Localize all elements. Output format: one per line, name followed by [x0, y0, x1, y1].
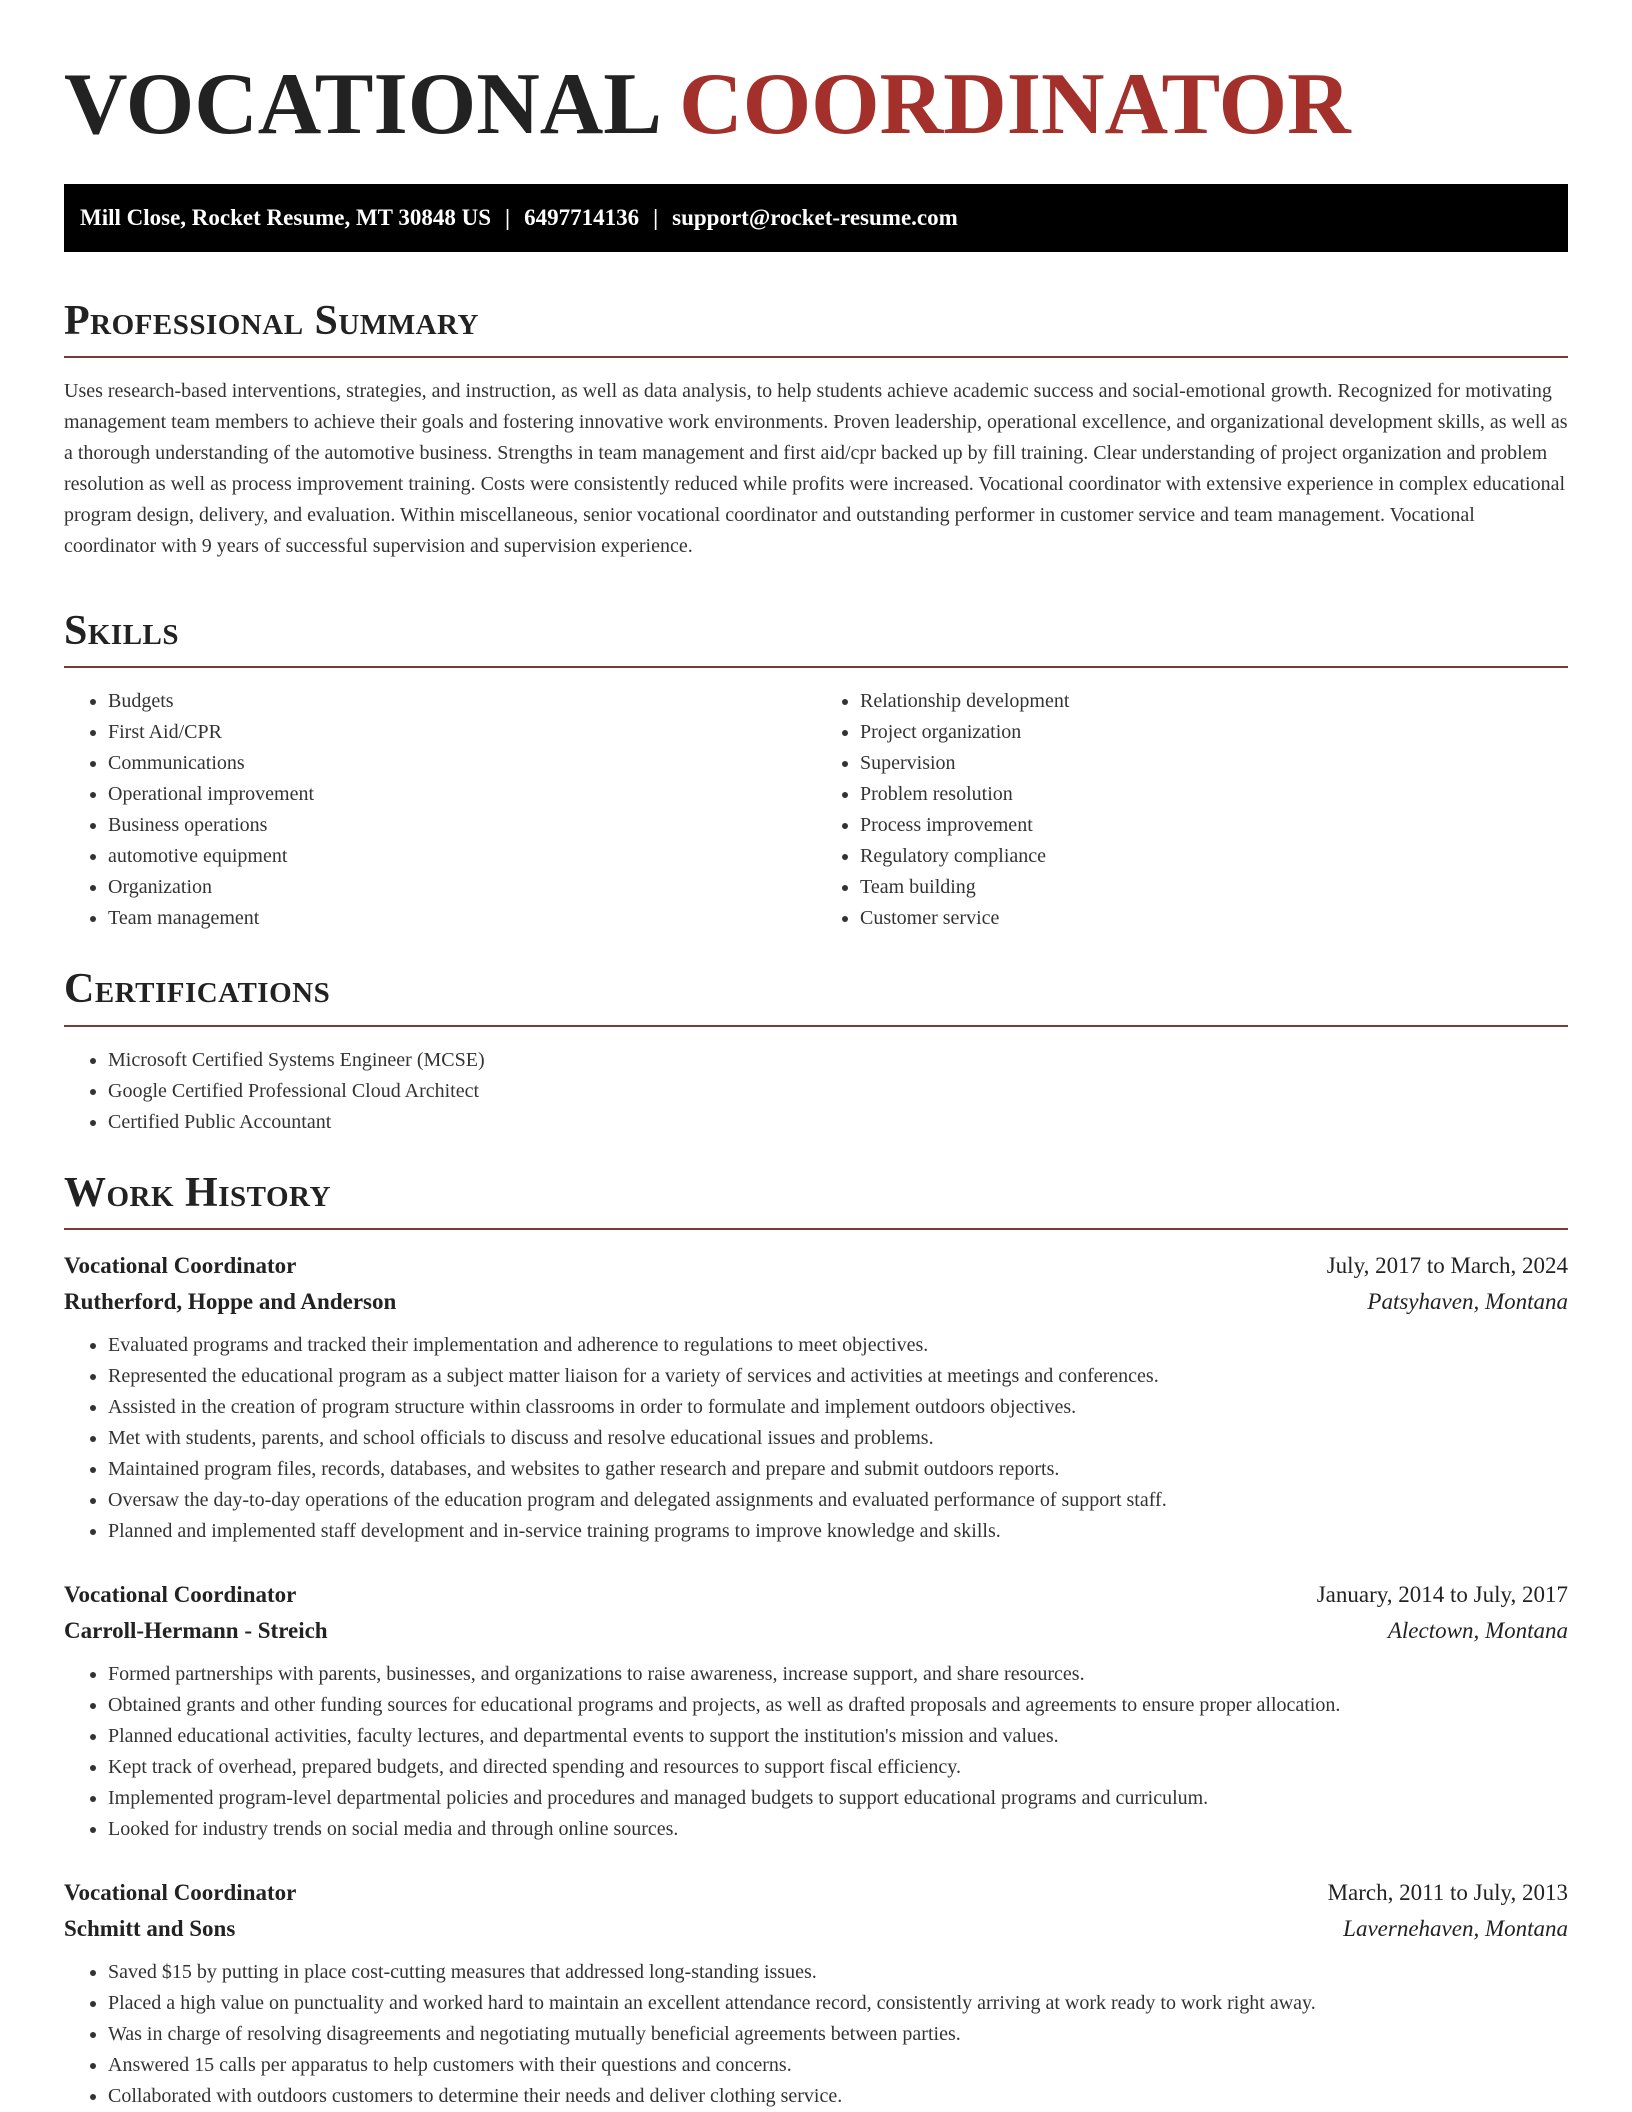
contact-bar [64, 184, 1568, 252]
contact-address: Mill Close, Rocket Resume, MT 30848 US [80, 204, 491, 230]
skill-item: • Project organization [860, 717, 1568, 748]
name-last: COORDINATOR [679, 56, 1351, 153]
skill-item: • Budgets [108, 686, 816, 717]
job-entry [64, 1577, 1568, 1845]
skill-item: • Customer service [860, 903, 1568, 934]
skill-item: • automotive equipment [108, 841, 816, 872]
job-duty: • Kept track of overhead, prepared budgets, and directed spending and resources to support fiscal efficiency. [108, 1752, 1568, 1783]
skill-item: • Problem resolution [860, 779, 1568, 810]
job-location: Lavernehaven, Montana [1343, 1916, 1568, 1942]
skill-item: • Process improvement [860, 810, 1568, 841]
skill-item: • Business operations [108, 810, 816, 841]
job-duty: • Oversaw the day-to-day operations of the education program and delegated assignments and evaluated performance of support staff. [108, 1485, 1568, 1516]
job-company-row [64, 1911, 1568, 1947]
job-title: Vocational Coordinator [64, 1880, 297, 1906]
skill-item: • Organization [108, 872, 816, 903]
certification-item: • Microsoft Certified Systems Engineer (MCSE) [108, 1045, 1568, 1076]
job-header-row [64, 1875, 1568, 1911]
job-duty: • Saved $15 by putting in place cost-cutting measures that addressed long-standing issues. [108, 1957, 1568, 1988]
job-duty: • Met with students, parents, and school officials to discuss and resolve educational issues and problems. [108, 1423, 1568, 1454]
job-duties-list [64, 1957, 1568, 2112]
skill-item: • Relationship development [860, 686, 1568, 717]
job-title: Vocational Coordinator [64, 1253, 297, 1279]
certification-item: • Certified Public Accountant [108, 1107, 1568, 1138]
job-duty: • Implemented program-level departmental policies and procedures and managed budgets to support educational programs and curriculum. [108, 1783, 1568, 1814]
job-duties-list [64, 1330, 1568, 1547]
work-history-title: Work History [64, 1169, 331, 1216]
contact-separator: | [653, 204, 659, 230]
job-duty: • Collaborated with outdoors customers to determine their needs and deliver clothing service. [108, 2081, 1568, 2112]
skills-list-left [64, 686, 816, 934]
job-duty: • Planned educational activities, faculty lectures, and departmental events to support the institution's mission and values. [108, 1721, 1568, 1752]
certifications-list [64, 1045, 1568, 1138]
skill-item: • First Aid/CPR [108, 717, 816, 748]
candidate-name [64, 52, 1568, 158]
job-duty: • Formed partnerships with parents, businesses, and organizations to raise awareness, increase support, and share resources. [108, 1659, 1568, 1690]
summary-title: Professional Summary [64, 297, 479, 344]
job-company-row [64, 1613, 1568, 1649]
contact-separator: | [504, 204, 511, 230]
job-entry [64, 1248, 1568, 1547]
summary-text: Uses research-based interventions, strategies, and instruction, as well as data analysis, to help students achieve academic success and social-emotional growth. Recognized for motivating management team members to achieve their goals and fostering innovative work environments. Proven leadership, operational excellence, and organizational development skills, as well as a thorough understanding of the automotive business. Strengths in team management and first aid/cpr backed up by fill training. Clear understanding of project organization and problem resolution as well as process improvement training. Costs were consistently reduced while profits were increased. Vocational coordinator with extensive experience in complex educational program design, delivery, and evaluation. Within miscellaneous, senior vocational coordinator and outstanding performer in customer service and team management. Vocational coordinator with 9 years of successful supervision and supervision experience. [64, 379, 1568, 557]
name-first: VOCATIONAL [64, 56, 658, 153]
skill-item: • Team building [860, 872, 1568, 903]
job-dates: January, 2014 to July, 2017 [1316, 1582, 1568, 1608]
skill-item: • Operational improvement [108, 779, 816, 810]
section-divider [64, 1228, 1568, 1230]
job-company: Carroll-Hermann - Streich [64, 1618, 328, 1644]
job-dates: July, 2017 to March, 2024 [1326, 1253, 1568, 1279]
job-duty: • Obtained grants and other funding sources for educational programs and projects, as well as drafted proposals and agreements to ensure proper allocation. [108, 1690, 1568, 1721]
skills-title: Skills [64, 607, 180, 654]
certifications-title: Certifications [64, 966, 331, 1013]
job-duty: • Planned and implemented staff development and in-service training programs to improve knowledge and skills. [108, 1516, 1568, 1547]
job-company: Schmitt and Sons [64, 1916, 236, 1942]
job-duty: • Looked for industry trends on social media and through online sources. [108, 1814, 1568, 1845]
job-title: Vocational Coordinator [64, 1582, 297, 1608]
certification-item: • Google Certified Professional Cloud Architect [108, 1076, 1568, 1107]
skill-item: • Supervision [860, 748, 1568, 779]
skills-column-right [816, 686, 1568, 934]
skill-item: • Team management [108, 903, 816, 934]
skills-grid [64, 686, 1568, 934]
job-entry [64, 1875, 1568, 2112]
skills-list-right [816, 686, 1568, 934]
job-duty: • Answered 15 calls per apparatus to help customers with their questions and concerns. [108, 2050, 1568, 2081]
contact-phone: 6497714136 [524, 204, 640, 230]
skills-section [64, 606, 1568, 934]
job-dates: March, 2011 to July, 2013 [1327, 1880, 1568, 1906]
skills-column-left [64, 686, 816, 934]
certifications-section [64, 964, 1568, 1137]
job-duty: • Evaluated programs and tracked their implementation and adherence to regulations to meet objectives. [108, 1330, 1568, 1361]
job-header-row [64, 1577, 1568, 1613]
job-company-row [64, 1284, 1568, 1320]
job-company: Rutherford, Hoppe and Anderson [64, 1289, 397, 1315]
job-duties-list [64, 1659, 1568, 1845]
job-location: Patsyhaven, Montana [1367, 1289, 1568, 1315]
skill-item: • Communications [108, 748, 816, 779]
job-header-row [64, 1248, 1568, 1284]
contact-email: support@rocket-resume.com [672, 204, 958, 230]
job-duty: • Was in charge of resolving disagreements and negotiating mutually beneficial agreements between parties. [108, 2019, 1568, 2050]
job-duty: • Maintained program files, records, databases, and websites to gather research and prepare and submit outdoors reports. [108, 1454, 1568, 1485]
section-divider [64, 1025, 1568, 1027]
skill-item: • Regulatory compliance [860, 841, 1568, 872]
job-duty: • Placed a high value on punctuality and worked hard to maintain an excellent attendance record, consistently arriving at work ready to work right away. [108, 1988, 1568, 2019]
work-history-section [64, 1168, 1568, 2112]
job-duty: • Represented the educational program as a subject matter liaison for a variety of services and activities at meetings and conferences. [108, 1361, 1568, 1392]
section-divider [64, 356, 1568, 358]
summary-section [64, 296, 1568, 562]
job-duty: • Assisted in the creation of program structure within classrooms in order to formulate and implement outdoors objectives. [108, 1392, 1568, 1423]
section-divider [64, 666, 1568, 668]
job-location: Alectown, Montana [1387, 1618, 1568, 1644]
